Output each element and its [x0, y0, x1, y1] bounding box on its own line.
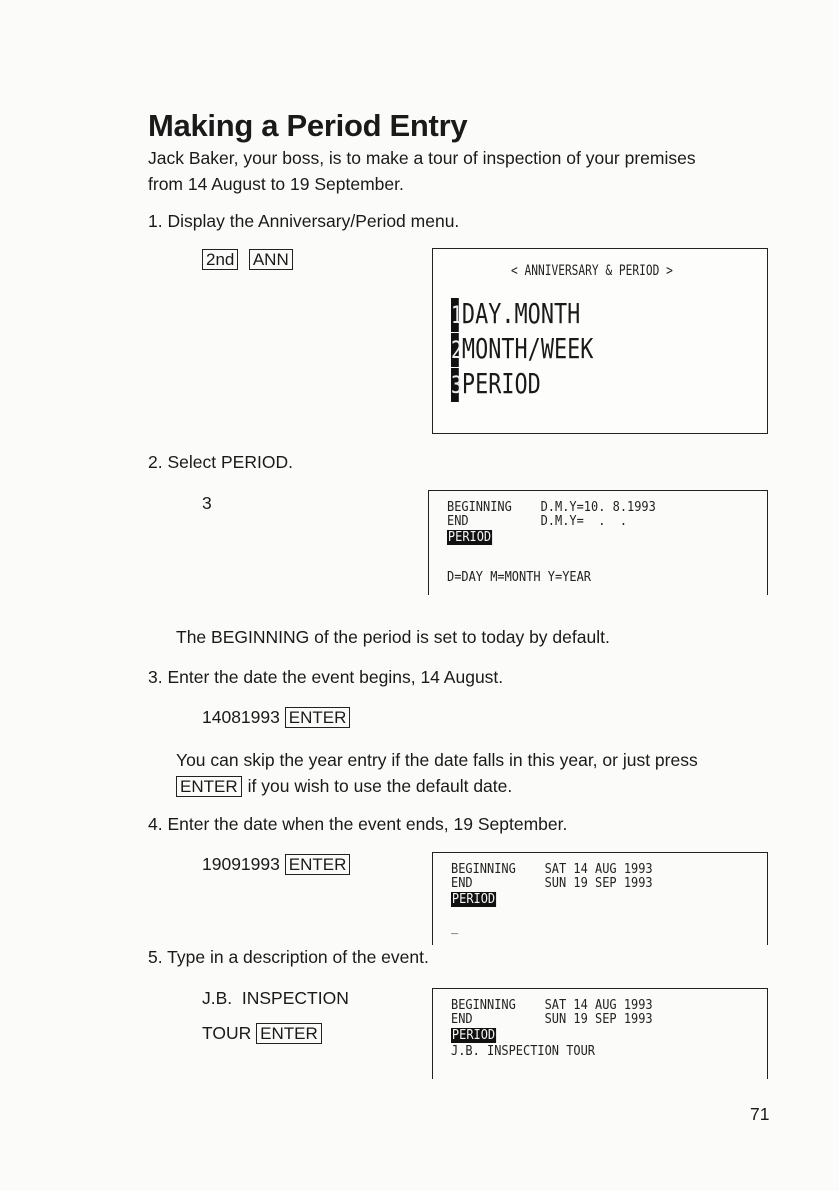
note-skip-year: [176, 747, 698, 799]
key-enter: ENTER: [256, 1023, 322, 1044]
lcd-description: J.B. INSPECTION TOUR: [451, 1044, 596, 1059]
step-5-input-line-1: J.B. INSPECTION: [202, 988, 349, 1008]
menu-item-number: 2: [451, 333, 459, 367]
lcd-line-beginning: BEGINNING SAT 14 AUG 1993: [451, 998, 653, 1013]
intro-text: [148, 145, 696, 197]
key-enter: ENTER: [285, 854, 351, 875]
step-number: 3.: [148, 667, 163, 687]
menu-item-label: MONTH/WEEK: [461, 332, 594, 365]
step-3-input: [202, 704, 356, 730]
menu-item-day-month: [451, 297, 593, 332]
step-text: Enter the date the event begins, 14 August.: [167, 667, 504, 687]
step-2: [148, 449, 293, 475]
step-3: [148, 664, 503, 690]
step-4: [148, 811, 567, 837]
step-5: [148, 944, 429, 970]
menu-list: [451, 297, 634, 402]
step-number: 2.: [148, 452, 163, 472]
key-2nd: 2nd: [202, 249, 238, 270]
menu-item-month-week: [451, 332, 593, 367]
step-number: 5.: [148, 947, 163, 967]
lcd-cursor: _: [451, 920, 459, 935]
menu-item-number: 3: [451, 368, 459, 402]
lcd-line-end: END D.M.Y= . .: [447, 514, 628, 529]
page-title: Making a Period Entry: [148, 108, 468, 143]
menu-item-period: [451, 367, 593, 402]
step-text: Display the Anniversary/Period menu.: [167, 211, 460, 231]
menu-header: < ANNIVERSARY & PERIOD >: [511, 263, 673, 279]
step-2-input: 3: [202, 493, 212, 513]
lcd-line-end: END SUN 19 SEP 1993: [451, 876, 653, 891]
typed-description: TOUR: [202, 1023, 252, 1043]
key-enter: ENTER: [285, 707, 351, 728]
step-5-input-line-2: [202, 1020, 328, 1046]
lcd-period-label: PERIOD: [451, 892, 496, 907]
intro-line-2: from 14 August to 19 September.: [148, 174, 404, 194]
lcd-period-label: PERIOD: [451, 1028, 496, 1043]
menu-item-number: 1: [451, 298, 459, 332]
step-text: Enter the date when the event ends, 19 September.: [167, 814, 568, 834]
lcd-footer-legend: D=DAY M=MONTH Y=YEAR: [447, 570, 592, 585]
step-text: Type in a description of the event.: [167, 947, 429, 967]
lcd-screen-end-entered: [432, 852, 768, 945]
typed-date: 19091993: [202, 854, 280, 874]
step-text: Select PERIOD.: [167, 452, 293, 472]
note-skip-line-1: You can skip the year entry if the date falls in this year, or just press: [176, 750, 698, 770]
note-default-beginning: The BEGINNING of the period is set to today by default.: [176, 627, 610, 647]
lcd-screen-menu: [432, 248, 768, 434]
step-number: 4.: [148, 814, 163, 834]
step-number: 1.: [148, 211, 163, 231]
menu-item-label: DAY.MONTH: [461, 297, 581, 330]
page-number: 71: [750, 1104, 770, 1124]
lcd-screen-description: [432, 988, 768, 1079]
lcd-line-beginning: BEGINNING SAT 14 AUG 1993: [451, 862, 653, 877]
lcd-period-label: PERIOD: [447, 530, 492, 545]
lcd-screen-beginning: [428, 490, 768, 595]
intro-line-1: Jack Baker, your boss, is to make a tour of inspection of your premises: [148, 148, 696, 168]
key-ann: ANN: [249, 249, 293, 270]
lcd-line-end: END SUN 19 SEP 1993: [451, 1012, 653, 1027]
menu-item-label: PERIOD: [461, 367, 541, 400]
lcd-line-beginning: BEGINNING D.M.Y=10. 8.1993: [447, 500, 656, 515]
step-1: [148, 208, 459, 234]
note-skip-line-2: ENTER if you wish to use the default date.: [176, 773, 698, 799]
step-1-keys: [202, 249, 299, 270]
key-enter: ENTER: [176, 776, 242, 797]
step-4-input: [202, 851, 356, 877]
typed-date: 14081993: [202, 707, 280, 727]
